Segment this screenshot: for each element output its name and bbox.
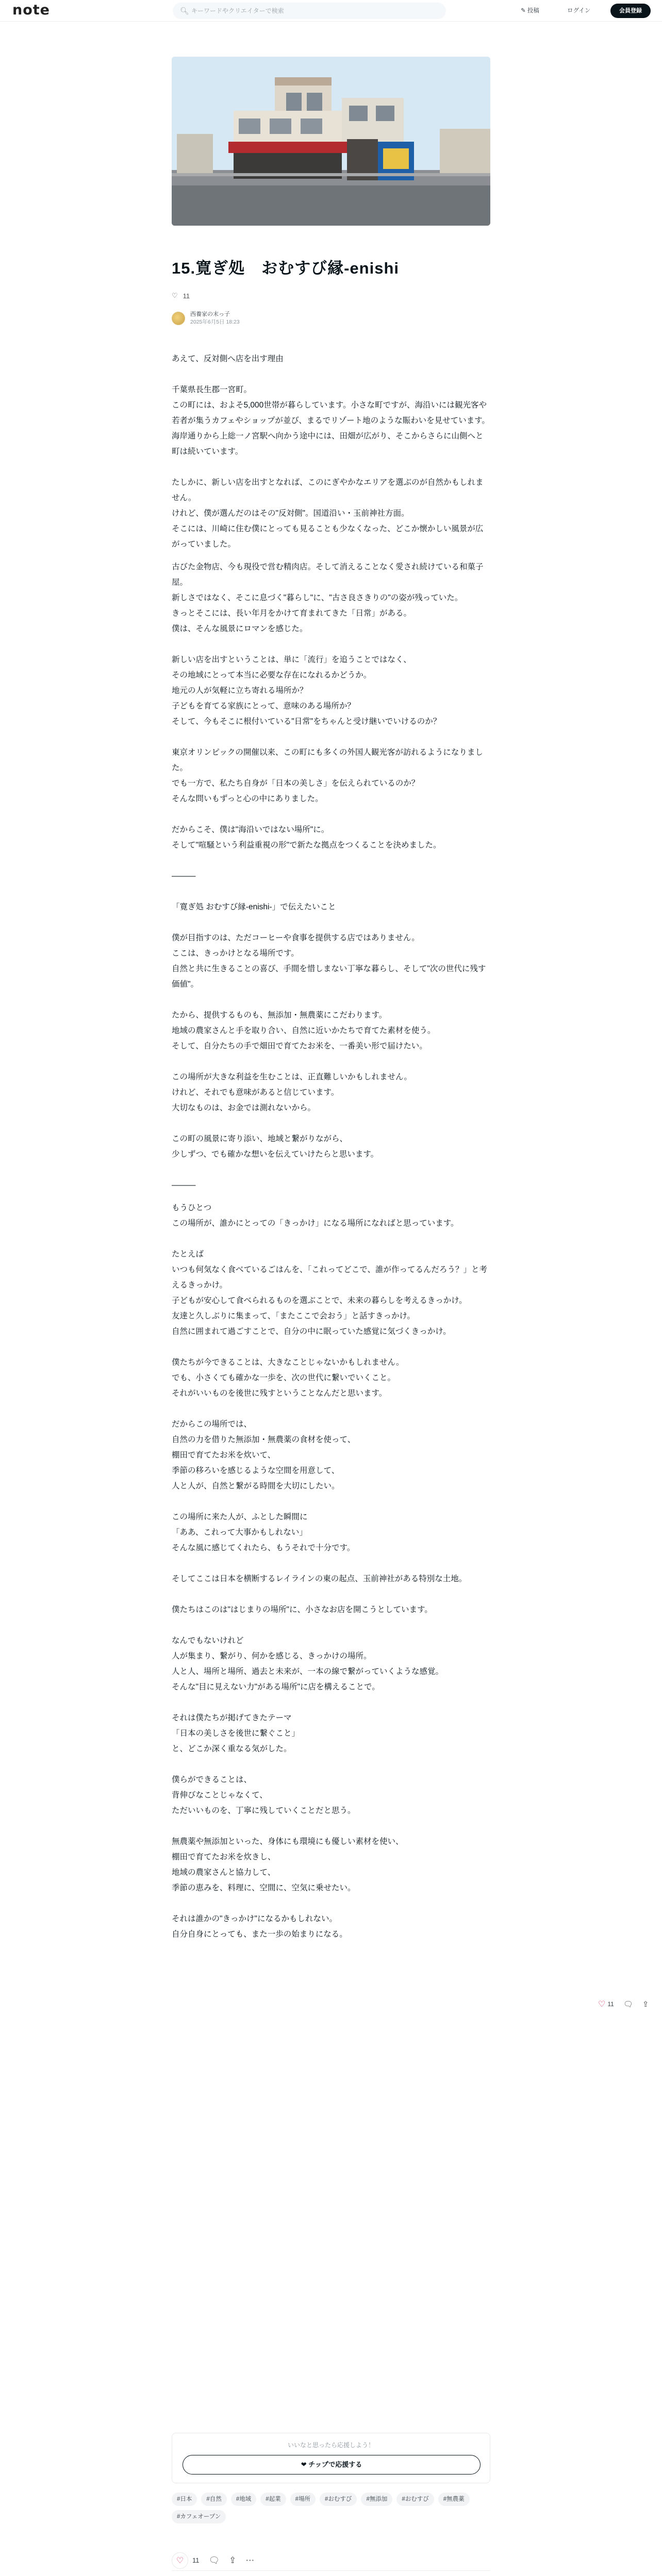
article-paragraph: だからこの場所では、 自然の力を借りた無添加・無農薬の食材を使って、 棚田で育てたお米を炊いて、 季節の移ろいを感じるような空間を用意して、 人と人が、自然と繋がる時間を大切にしたい。 bbox=[172, 1420, 356, 1490]
article-paragraph: 僕らができることは、 背伸びなことじゃなくて、 ただいいものを、丁寧に残していくことだと思う。 bbox=[172, 1775, 356, 1815]
tag[interactable]: #日本 bbox=[172, 2493, 197, 2506]
tag[interactable]: #おむすび bbox=[396, 2493, 434, 2506]
search-bar[interactable] bbox=[173, 3, 446, 19]
article-paragraph: この場所が大きな利益を生むことは、正直難しいかもしれません。 けれど、それでも意味があると信じています。 大切なものは、お金では測れないから。 bbox=[172, 1073, 412, 1112]
article-paragraph: たから、提供するものも、無添加・無農薬にこだわります。 地域の農家さんと手を取り合い、自然に近いかたちで育てた素材を使う。 そして、自分たちの手で畑田で育てたお米を、一番美い形で届けたい。 bbox=[172, 1011, 436, 1050]
section-divider: ――― bbox=[172, 872, 196, 880]
tag[interactable]: #自然 bbox=[201, 2493, 226, 2506]
article-paragraph: たとえば いつも何気なく食べているごはんを、「これってどこで、誰が作ってるんだろう？」と考えるきっかけ。 子どもが安心して食べられるものを選ぶことで、未来の暮らしを考えるきっかけ。 友達と久しぶりに集まって、「またここで会おう」と話すきっかけ。 自然に囲まれて過ごすことで、自分の中に眠っていた感覚に気づくきっかけ。 bbox=[172, 1250, 487, 1336]
article-paragraph: 東京オリンピックの開催以来、この町にも多くの外国人観光客が訪れるようになりました。 でも一方で、私たち自身が「日本の美しさ」を伝えられているのか？ そんな問いもずっと心の中にありました。 bbox=[172, 748, 483, 803]
tag[interactable]: #無添加 bbox=[361, 2493, 392, 2506]
article-body bbox=[172, 351, 490, 1942]
tag[interactable]: #地域 bbox=[231, 2493, 256, 2506]
article-like-row bbox=[172, 291, 490, 301]
author-avatar[interactable] bbox=[172, 312, 185, 325]
tag[interactable]: #無農薬 bbox=[438, 2493, 470, 2506]
article-paragraph: もうひとつ この場所が、誰かにとっての「きっかけ」になる場所になればと思っています。 bbox=[172, 1204, 459, 1228]
article bbox=[172, 258, 490, 1942]
search-input[interactable] bbox=[191, 6, 434, 15]
like-count: 11 bbox=[192, 2556, 200, 2564]
heart-icon[interactable]: ♡ bbox=[172, 292, 178, 299]
article-title: 15.寛ぎ処 おむすび縁-enishi bbox=[172, 259, 399, 277]
site-header bbox=[0, 0, 662, 22]
article-paragraph: 僕たちが今できることは、大きなことじゃないかもしれません。 でも、小さくても確かな一歩を、次の世代に繋いでいくこと。 それがいいものを後世に残すということなんだと思います。 bbox=[172, 1358, 404, 1398]
article-paragraph: あえて、反対側へ店を出す理由 bbox=[172, 354, 284, 363]
tip-button-label: チップで応援する bbox=[308, 2461, 362, 2468]
float-heart-icon[interactable]: ♡ bbox=[598, 2000, 606, 2009]
tag[interactable]: #起業 bbox=[260, 2493, 286, 2506]
tag[interactable]: #カフェオープン bbox=[172, 2510, 226, 2523]
tag[interactable]: #場所 bbox=[290, 2493, 316, 2506]
article-paragraph: 千葉県長生郡一宮町。 この町には、およそ5,000世帯が暮らしています。小さな町ですが、海沿いには観光客や若者が集うカフェやショップが並び、まるでリゾート地のような賑わいを見せています。 海岸通りから上総一ノ宮駅へ向かう途中には、田畑が広がり、そこからさらに山側へと町は続いています。 bbox=[172, 385, 490, 456]
article-paragraph: この場所に来た人が、ふとした瞬間に 「ああ、これって大事かもしれない」 そんな風に感じてくれたら、もうそれで十分です。 bbox=[172, 1513, 355, 1552]
like-button[interactable]: ♡ bbox=[172, 2552, 188, 2569]
floating-actions bbox=[598, 1999, 649, 2009]
float-share-icon[interactable]: ⇪ bbox=[642, 2000, 649, 2009]
section-divider: ――― bbox=[172, 1181, 196, 1190]
article-author-row[interactable] bbox=[172, 309, 490, 328]
article-paragraph: 古びた金物店、今も現役で営む精肉店。そして消えることなく愛され続けている和菓子屋。 新しさではなく、そこに息づく"暮らし"に、"古さ良さきりの"の姿が残っていた。 きっとそこには、長い年月をかけて育まれてきた「日常」がある。 僕は、そんな風景にロマンを感じた。 bbox=[172, 563, 484, 633]
post-label: 投稿 bbox=[527, 8, 539, 14]
tip-button[interactable]: ❤︎ チップで応援する bbox=[183, 2455, 481, 2475]
search-icon: 🔍︎ bbox=[180, 7, 189, 15]
comment-icon[interactable]: 🗨︎ bbox=[208, 2555, 220, 2565]
article-paragraph: そしてここは日本を横断するレイラインの東の起点、玉前神社がある特別な土地。 bbox=[172, 1574, 467, 1583]
article-paragraph: 「寛ぎ処 おむすび縁-enishi-」で伝えたいこと bbox=[172, 903, 336, 911]
more-icon[interactable]: ⋯ bbox=[245, 2555, 255, 2565]
support-label: いいなと思ったら応援しよう！ bbox=[287, 2442, 374, 2449]
author-meta bbox=[190, 311, 240, 326]
note-logo[interactable]: note bbox=[12, 2, 50, 18]
article-paragraph: 無農薬や無添加といった、身体にも環境にも優しい素材を使い、 棚田で育てたお米を炊きし、 地域の農家さんと協力して、 季節の恵みを、料理に、空間に、空気に乗せたい。 bbox=[172, 1837, 404, 1892]
article-paragraph: なんでもないけれど 人が集まり、繋がり、何かを感じる、きっかけの場所。 人と人、場所と場所、過去と未来が、一本の線で繋がっていくような感覚。 そんな"目に見えない力"がある場所"に店を構えることで。 bbox=[172, 1636, 444, 1691]
article-paragraph: 僕が目指すのは、ただコーヒーや食事を提供する店ではありません。 ここは、きっかけとなる場所です。 自然と共に生きることの喜び、手間を惜しまない丁寧な暮らし、そして"次の世代に残す価値"。 bbox=[172, 934, 486, 989]
float-like-count: 11 bbox=[607, 2001, 614, 2008]
article-paragraph: この町の風景に寄り添い、地域と繋がりながら、 少しずつ、でも確かな想いを伝えていけたらと思います。 bbox=[172, 1134, 379, 1159]
float-comment-icon[interactable]: 🗨︎ bbox=[623, 2000, 633, 2009]
post-link[interactable]: ✎ 投稿 bbox=[521, 8, 539, 14]
tag[interactable]: #おむすび bbox=[320, 2493, 357, 2506]
article-paragraph: 新しい店を出すということは、単に「流行」を追うことではなく、 その地域にとって本当に必要な存在になれるかどうか。 地元の人が気軽に立ち寄れる場所か？ 子どもを育てる家族にとって、意味のある場所か？ そして、今もそこに根付いている"日常"をちゃんと受け継いでいけるのか？ bbox=[172, 655, 441, 726]
action-bar bbox=[172, 2550, 490, 2571]
tag-list bbox=[172, 2493, 490, 2523]
article-paragraph: だからこそ、僕は"海沿いではない場所"に。 そして"喧騒という利益重視の形"で新たな拠点をつくることを決めました。 bbox=[172, 825, 441, 850]
article-like-count: 11 bbox=[183, 292, 190, 300]
article-paragraph: それは僕たちが掲げてきたテーマ 「日本の美しさを後世に繋ぐこと」 と、どこか深く重なる気がした。 bbox=[172, 1714, 300, 1753]
signup-button[interactable]: 会員登録 bbox=[610, 4, 651, 18]
article-paragraph: それは誰かの"きっかけ"になるかもしれない。 自分自身にとっても、また一歩の始まりになる。 bbox=[172, 1914, 347, 1939]
article-paragraph: たしかに、新しい店を出すとなれば、このにぎやかなエリアを選ぶのが自然かもしれません。 けれど、僕が選んだのはその"反対側"。国道沿い・玉前神社方面。 そこには、川崎に住む僕にとっても見ることも少なくなった、どこか懐かしい風景が広がっていました。 bbox=[172, 478, 484, 549]
share-icon[interactable]: ⇪ bbox=[229, 2555, 237, 2565]
hero-image bbox=[172, 57, 490, 226]
login-link[interactable]: ログイン bbox=[567, 8, 591, 14]
author-name[interactable]: 西養家の末っ子 bbox=[190, 311, 230, 317]
support-box bbox=[172, 2433, 490, 2483]
storefront-illustration bbox=[172, 57, 490, 226]
publish-date: 2025年6月5日 18:23 bbox=[190, 319, 240, 325]
article-paragraph: 僕たちはこのは"はじまりの場所"に、小さなお店を開こうとしています。 bbox=[172, 1605, 433, 1614]
